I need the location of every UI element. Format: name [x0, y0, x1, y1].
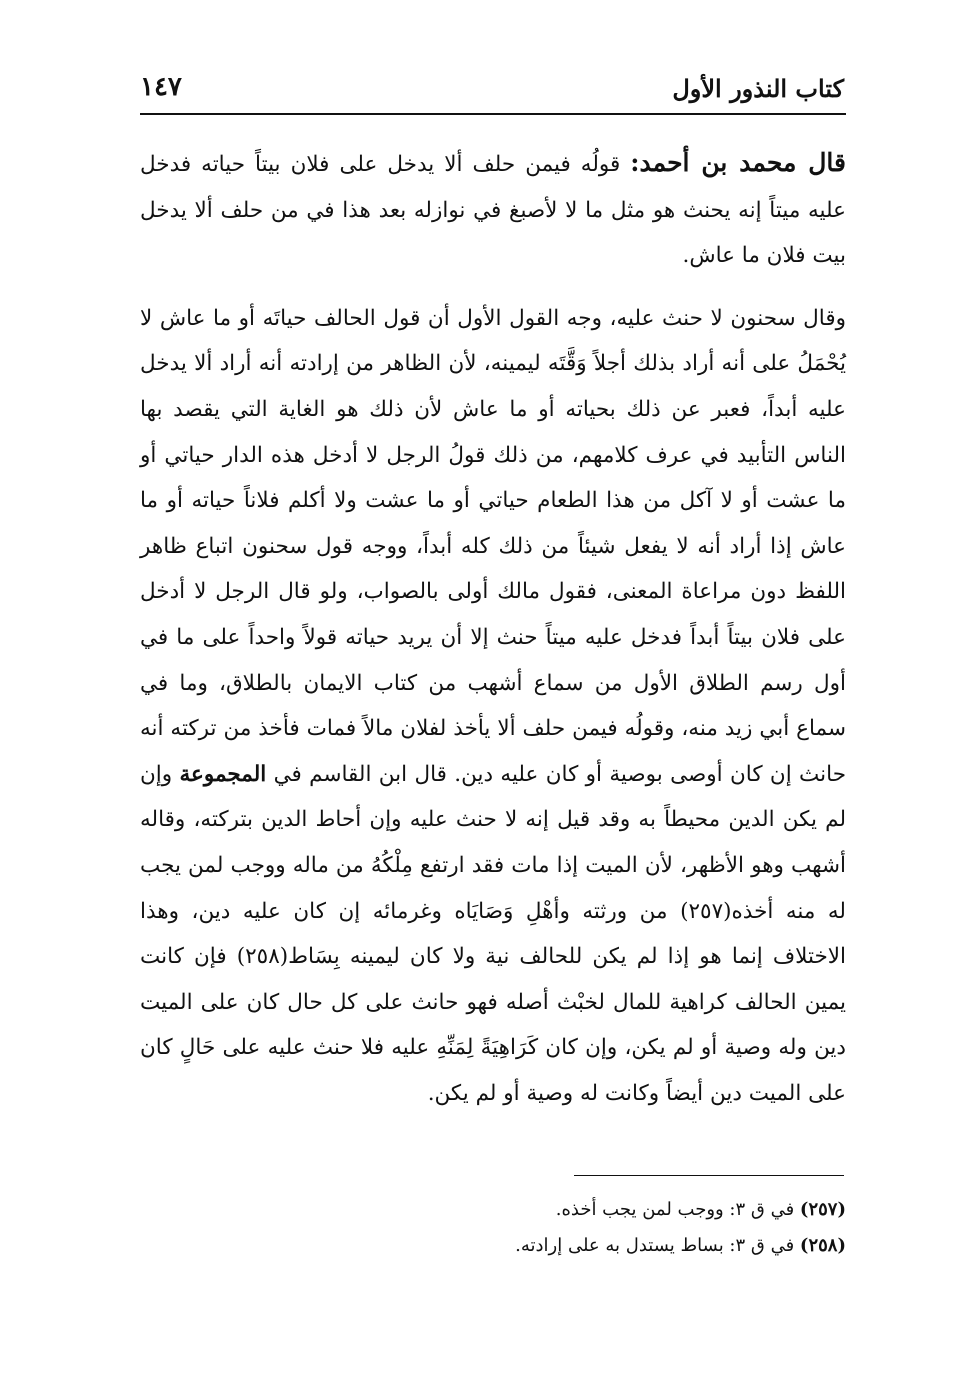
paragraph-1 [140, 140, 846, 279]
running-header [140, 68, 844, 112]
page-number: ١٤٧ [140, 72, 182, 102]
chapter-title: كتاب النذور الأول [672, 74, 844, 103]
paragraph-1-text: قولُه فيمن حلف ألا يدخل على فلان بيتاً حياته فدخل عليه ميتاً إنه يحنث هو مثل ما لا لأصبغ في نوازله بعد هذا في من حلف ألا يدخل بيت فلان ما عاش. [140, 152, 846, 269]
footnote-text: في ق ٣: ووجب لمن يجب أخذه. [555, 1199, 800, 1220]
header-divider [140, 113, 846, 115]
book-title-reference: المجموعة [179, 761, 267, 787]
speaker-label: قال محمد بن أحمد: [630, 148, 846, 177]
footnote-number: (٢٥٧) [799, 1199, 846, 1220]
footnote-258 [140, 1228, 846, 1264]
footnote-text: في ق ٣: بساط يستدل به على إرادته. [515, 1235, 800, 1256]
footnote-number: (٢٥٨) [799, 1235, 846, 1256]
paragraph-2-text-b: وإن لم يكن الدين محيطاً به وقد قيل إنه لا حنث عليه وإن أحاط الدين بتركته، وقاله أشهب وهو الأظهر، لأن الميت إذا مات فقد ارتفع مِلْكُهُ من ماله ووجب لمن يجب له منه أخذه(٢٥٧) من ورثته وأهْلِ وَصَايَاه وغرمائه إن كان عليه دين، وهذا الاختلاف إنما هو إذا لم يكن للحالف نية ولا كان ليمينه بِسَاط(٢٥٨) فإن كانت يمين الحالف كراهية للمال لخبْث أصله فهو حانث على كل حال كان على الميت دين وله وصية أو لم يكن، وإن كان كَرَاهِيَةً لِمَنِّهِ عليه فلا حنث عليه على حَالٍ كان على الميت دين أيضاً وكانت له وصية أو لم يكن. [140, 761, 847, 1106]
main-text [140, 140, 846, 1116]
footnotes [140, 1192, 846, 1264]
paragraph-2-text-a: وقال سحنون لا حنث عليه، وجه القول الأول أن قول الحالف حياتَه أو ما عاش لا يُحْمَلُ على أنه أراد بذلك أجلاً وَقَّتَه ليمينه، لأن الظاهر من إرادته أنه أراد ألا يدخل عليه أبداً، فعبر عن ذلك بحياته أو ما عاش لأن ذلك هو الغاية التي يقصد بها الناس التأبيد في عرف كلامهم، من ذلك قولُ الرجل لا أدخل هذه الدار حياتي أو ما عشت أو لا آكل من هذا الطعام حياتي أو ما عشت ولا أكلم فلاناً حياته أو ما عاش إذا أراد أنه لا يفعل شيئاً من ذلك كله أبداً، ووجه قول سحنون اتباع ظاهر اللفظ دون مراعاة المعنى، فقول مالك أولى بالصواب، ولو قال الرجل لا أدخل على فلان بيتاً أبداً فدخل عليه ميتاً حنث إلا أن يريد حياته قولاً واحداً على ما في أول رسم الطلاق الأول من سماع أشهب من كتاب الايمان بالطلاق، وما في سماع أبي زيد منه، وقولُه فيمن حلف ألا يأخذ لفلان مالاً فمات فأخذ من تركته أنه حانث إن كان أوصى بوصية أو كان عليه دين. قال ابن القاسم في [140, 305, 846, 787]
footnote-divider [574, 1175, 844, 1176]
footnote-257 [140, 1192, 846, 1228]
paragraph-2 [140, 296, 846, 1117]
